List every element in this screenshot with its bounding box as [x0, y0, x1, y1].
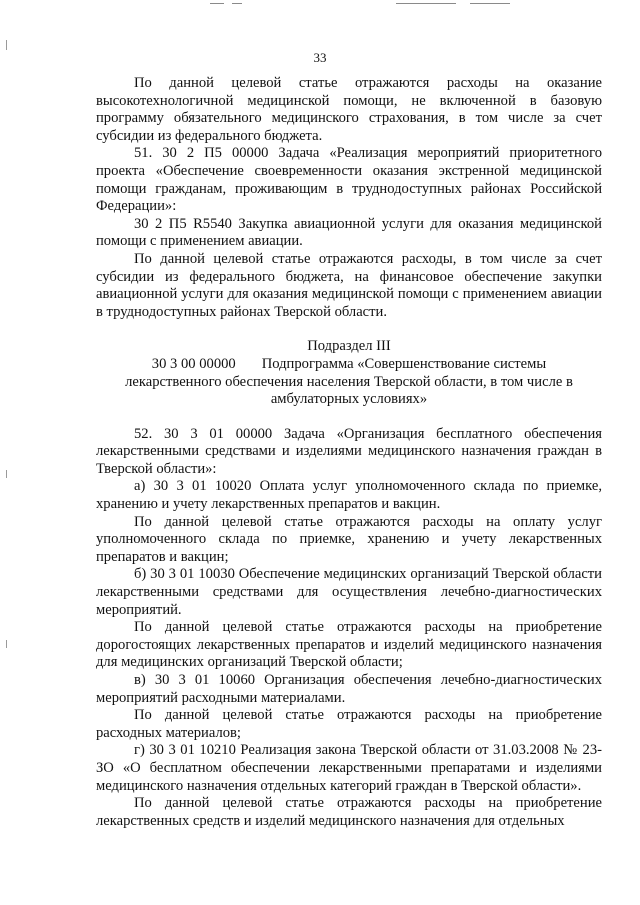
paragraph: По данной целевой статье отражаются расходы на оплату услуг уполномоченного склада по приемке, хранению и учету лекарственных препаратов и вакцин; — [96, 513, 602, 565]
paragraph: По данной целевой статье отражаются расходы на приобретение дорогостоящих лекарственных препаратов и изделий медицинского назначения для медицинских организаций Тверской области; — [96, 619, 602, 671]
paragraph: 52. 30 3 01 00000 Задача «Организация бесплатного обеспечения лекарственными средствами и изделиями медицинского назначения граждан в Тверской области»: — [96, 425, 602, 477]
paragraph: г) 30 3 01 10210 Реализация закона Тверской области от 31.03.2008 № 23-ЗО «О бесплатном обеспечении лекарственными препаратами и изделиями медицинского назначения отдельных категорий граждан в Тверской области». — [96, 742, 602, 794]
scan-artifact — [6, 640, 7, 648]
scan-artifact — [6, 470, 7, 478]
paragraph: По данной целевой статье отражаются расходы, в том числе за счет субсидии из федерального бюджета, на финансовое обеспечение закупки авиационной услуги для оказания медицинской помощи с применением авиации в труднодоступных районах Тверской области. — [96, 250, 602, 320]
paragraph: 51. 30 2 П5 00000 Задача «Реализация мероприятий приоритетного проекта «Обеспечение своевременности оказания экстренной медицинской помощи гражданам, проживающим в труднодоступных районах Российской Федерации»: — [96, 145, 602, 215]
subsection-code: 30 3 00 00000 — [151, 355, 236, 372]
scan-artifact — [470, 3, 510, 4]
paragraph: 30 2 П5 R5540 Закупка авиационной услуги для оказания медицинской помощи с применением авиации. — [96, 215, 602, 250]
page-number: 33 — [313, 50, 327, 65]
paragraph: По данной целевой статье отражаются расходы на оказание высокотехнологичной медицинской помощи, не включенной в базовую программу обязательного медицинского страхования, в том числе за счет субсидии из федерального бюджета. — [96, 75, 602, 144]
subsection-name-line3: амбулаторных условиях» — [270, 391, 428, 408]
scan-artifact — [396, 3, 456, 4]
paragraph: а) 30 3 01 10020 Оплата услуг уполномоченного склада по приемке, хранению и учету лекарственных препаратов и вакцин. — [96, 478, 602, 513]
subsection-name-line1: Подпрограмма «Совершенствование системы — [261, 355, 547, 372]
paragraph: По данной целевой статье отражаются расходы на приобретение расходных материалов; — [96, 707, 602, 741]
paragraph: По данной целевой статье отражаются расходы на приобретение лекарственных средств и изделий медицинского назначения для отдельных — [96, 795, 602, 829]
subsection-title: Подраздел III — [307, 338, 391, 355]
paragraph: в) 30 3 01 10060 Организация обеспечения лечебно-диагностических мероприятий расходными материалами. — [96, 672, 602, 706]
scan-artifact — [232, 3, 242, 4]
subsection-heading-line — [96, 356, 602, 374]
subsection-name-line2: лекарственного обеспечения населения Тверской области, в том числе в — [125, 373, 573, 390]
paragraph: б) 30 3 01 10030 Обеспечение медицинских организаций Тверской области лекарственными средствами для осуществления лечебно-диагностических мероприятий. — [96, 566, 602, 618]
scan-artifact — [210, 3, 224, 4]
document-body — [96, 75, 602, 830]
